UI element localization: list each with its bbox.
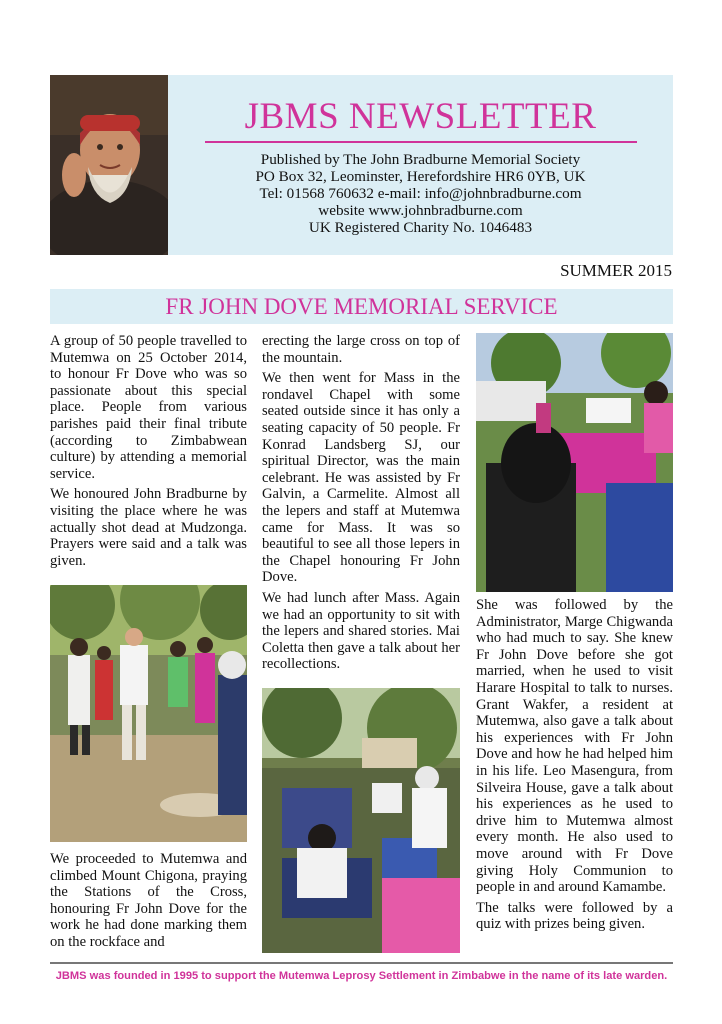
photo-seated-crowd: [476, 333, 673, 592]
paragraph: We had lunch after Mass. Again we had an opportunity to sit with the lepers and shared stories. Mai Coletta then gave a talk about her recollections.: [262, 589, 460, 673]
publisher-line: Tel: 01568 760632 e-mail: info@johnbradburne.com: [259, 185, 582, 202]
photo-group-walking: [50, 585, 247, 842]
article-headline: FR JOHN DOVE MEMORIAL SERVICE: [165, 294, 558, 319]
paragraph: The talks were followed by a quiz with prizes being given.: [476, 899, 673, 933]
column-1-top: [50, 333, 247, 573]
footer-note: JBMS was founded in 1995 to support the Mutemwa Leprosy Settlement in Zimbabwe in the name of its late warden.: [55, 970, 668, 982]
issue-label: SUMMER 2015: [560, 261, 672, 280]
column-1-bottom: [50, 851, 247, 955]
paragraph: We then went for Mass in the rondavel Chapel with some seated outside since it has only a seating capacity of 50 people. Fr Konrad Landsberg SJ, our spiritual Director, was the main celebrant. He was assisted by Fr Galvin, a Carmelite. Almost all the lepers and staff at Mutemwa came for Mass. It was so beautiful to see all those lepers in the Chapel honouring Fr John Dove.: [262, 370, 460, 586]
paragraph: We honoured John Bradburne by visiting the place where he was actually shot dead at Mudzonga. Prayers were said and a talk was given.: [50, 486, 247, 569]
title-underline: [205, 141, 637, 143]
publisher-line: PO Box 32, Leominster, Herefordshire HR6 0YB, UK: [255, 168, 586, 185]
paragraph: She was followed by the Administrator, Marge Chigwanda who had much to say. She knew Fr John Dove before she got married, when he used to visit Harare Hospital to talk to nurses. Grant Wakfer, a resident at Mutemwa, also gave a talk about his experiences with Fr John Dove and how he had helped him in his life. Leo Masengura, from Silveira House, gave a talk about his experiences as he used to drive him to Mutemwa almost every month. He also used to move around with Fr Dove giving Holy Communion to people in and around Kamambe.: [476, 597, 673, 896]
portrait-photo: [50, 75, 168, 255]
publisher-line: Published by The John Bradburne Memorial Society: [260, 151, 581, 168]
publisher-line: UK Registered Charity No. 1046483: [308, 219, 533, 236]
paragraph: erecting the large cross on top of the mountain.: [262, 333, 460, 366]
newsletter-title: JBMS NEWSLETTER: [244, 96, 597, 137]
publisher-line: website www.johnbradburne.com: [318, 202, 523, 219]
publisher-info: [168, 151, 673, 236]
paragraph: A group of 50 people travelled to Mutemwa on 25 October 2014, to honour Fr Dove who was so passionate about this special place. People from various parishes paid their final tribute (according to Zimbabwean culture) by attending a memorial service.: [50, 333, 247, 482]
photo-outdoor-mass: [262, 688, 460, 953]
paragraph: We proceeded to Mutemwa and climbed Mount Chigona, praying the Stations of the Cross, honouring Fr John Dove for the work he had done marking them on the rockface and: [50, 851, 247, 950]
column-2: [262, 333, 460, 677]
column-3: [476, 597, 673, 937]
footer-rule: [50, 962, 673, 964]
